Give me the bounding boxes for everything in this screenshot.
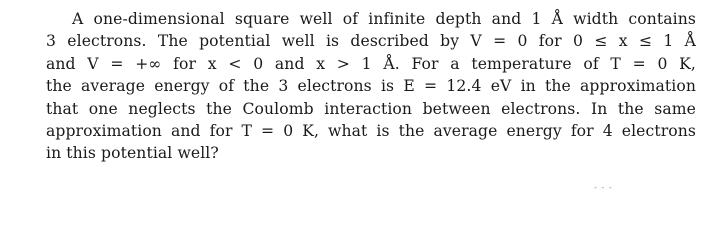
problem-line-2: 3 electrons. The potential well is described by V = 0 for 0 ≤ x ≤ 1 Å bbox=[46, 32, 696, 51]
problem-line-7: in this potential well? bbox=[46, 144, 219, 163]
problem-line-5: that one neglects the Coulomb interaction between electrons. In the same bbox=[46, 99, 696, 118]
problem-line-4: the average energy of the 3 electrons is E = 12.4 eV in the approximation bbox=[46, 77, 696, 96]
problem-line-1: A one-dimensional square well of infinite depth and 1 Å width contains bbox=[72, 10, 696, 28]
problem-text bbox=[46, 8, 696, 165]
problem-line-3: and V = +∞ for x < 0 and x > 1 Å. For a temperature of T = 0 K, bbox=[46, 54, 696, 73]
problem-line-6: approximation and for T = 0 K, what is the average energy for 4 electrons bbox=[46, 122, 696, 141]
trailing-dashes: - - - bbox=[594, 183, 613, 192]
